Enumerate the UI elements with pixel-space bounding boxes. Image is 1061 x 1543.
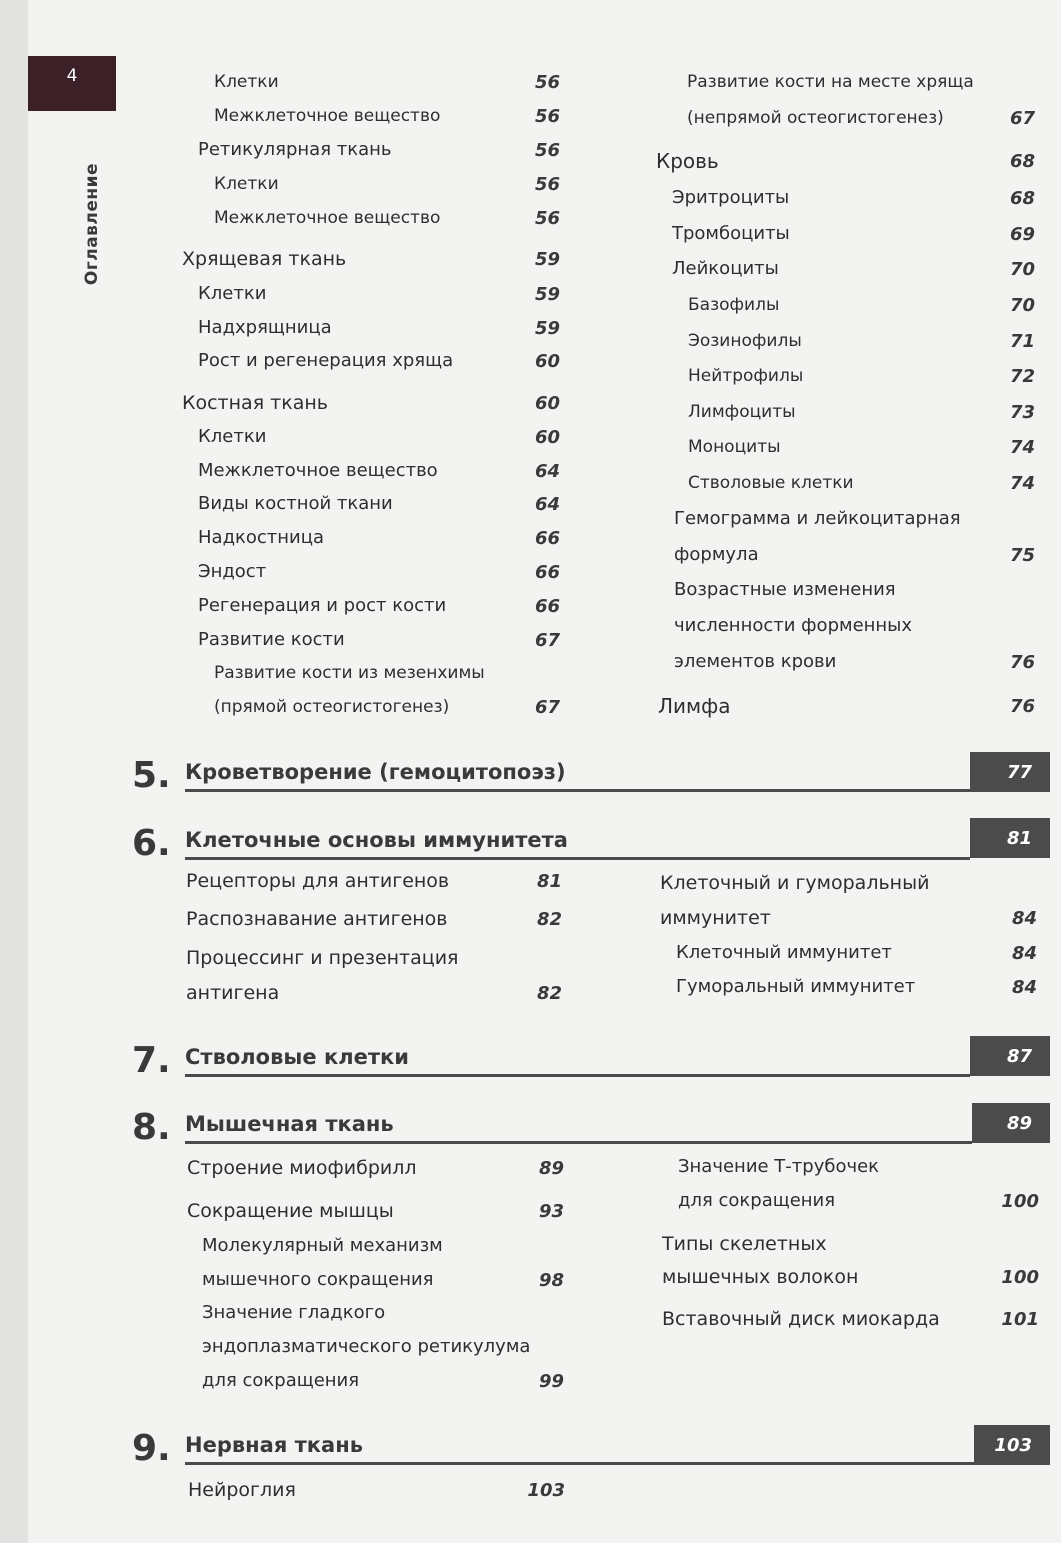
toc-entry-title: элементов крови: [674, 651, 837, 672]
toc-entry-page: 67: [534, 630, 560, 651]
toc-entry-title: Значение гладкого: [202, 1302, 386, 1323]
toc-entry-title: Межклеточное вещество: [214, 106, 441, 126]
toc-entry-page: 84: [1011, 977, 1037, 998]
toc-entry-title: мышечных волокон: [662, 1266, 859, 1288]
toc-entry-title: Хрящевая ткань: [182, 248, 347, 270]
toc-entry-page: 67: [534, 697, 560, 718]
chapter-page-box: 87: [970, 1036, 1050, 1076]
toc-entry-page: 56: [534, 140, 560, 161]
toc-entry-title: Распознавание антигенов: [186, 908, 448, 930]
chapter-page-box: 103: [974, 1425, 1050, 1465]
toc-entry-page: 64: [534, 461, 560, 482]
toc-entry-title: формула: [674, 544, 759, 565]
toc-entry-title: Костная ткань: [182, 392, 328, 414]
toc-entry-title: Значение Т-трубочек: [678, 1156, 880, 1177]
toc-entry-page: 66: [534, 528, 560, 549]
toc-entry-page: 103: [527, 1480, 565, 1501]
toc-entry-title: Рост и регенерация хряща: [198, 350, 454, 371]
toc-entry-page: 68: [1009, 188, 1035, 209]
toc-entry-title: Регенерация и рост кости: [198, 595, 447, 616]
toc-entry-title: антигена: [186, 982, 280, 1004]
chapter-rule: [185, 1074, 970, 1077]
toc-entry-page: 56: [534, 174, 560, 195]
toc-entry-title: Гуморальный иммунитет: [676, 976, 916, 997]
toc-entry-page: 69: [1009, 224, 1035, 245]
toc-entry-page: 82: [536, 983, 562, 1004]
chapter-number: 6.: [132, 823, 171, 864]
toc-entry-page: 76: [1009, 652, 1035, 673]
toc-entry-title: Клетки: [198, 283, 267, 304]
toc-entry-title: Рецепторы для антигенов: [186, 870, 450, 892]
toc-entry-page: 84: [1011, 908, 1037, 929]
toc-entry-page: 66: [534, 596, 560, 617]
toc-entry-page: 60: [534, 351, 560, 372]
chapter-title: Клеточные основы иммунитета: [185, 828, 568, 852]
toc-entry-title: численности форменных: [674, 615, 913, 636]
toc-entry-title: Развитие кости: [198, 629, 345, 650]
toc-entry-page: 89: [538, 1158, 564, 1179]
toc-entry-title: Нейтрофилы: [688, 366, 804, 386]
toc-entry-page: 71: [1009, 331, 1035, 352]
toc-entry-page: 64: [534, 494, 560, 515]
toc-entry-title: мышечного сокращения: [202, 1269, 434, 1290]
toc-entry-title: Виды костной ткани: [198, 493, 393, 514]
toc-entry-page: 74: [1009, 437, 1035, 458]
toc-entry-title: Сокращение мышцы: [187, 1200, 394, 1222]
toc-entry-title: Клетки: [198, 426, 267, 447]
toc-entry-page: 60: [534, 393, 560, 414]
toc-entry-page: 59: [534, 284, 560, 305]
toc-entry-title: Клеточный иммунитет: [676, 942, 892, 963]
toc-entry-page: 82: [536, 909, 562, 930]
toc-entry-page: 84: [1011, 943, 1037, 964]
toc-entry-title: иммунитет: [660, 907, 771, 929]
toc-entry-page: 73: [1009, 402, 1035, 423]
page-number-tab: [28, 56, 116, 111]
page-number: 4: [66, 66, 78, 86]
toc-entry-title: для сокращения: [202, 1370, 360, 1391]
toc-entry-title: Молекулярный механизм: [202, 1235, 443, 1256]
section-label: Оглавление: [82, 162, 102, 286]
toc-entry-title: Межклеточное вещество: [214, 208, 441, 228]
toc-entry-page: 100: [1001, 1191, 1039, 1212]
toc-entry-title: Клетки: [214, 174, 279, 194]
toc-entry-title: Кровь: [656, 149, 719, 173]
toc-entry-title: Эритроциты: [672, 187, 790, 208]
page-edge-strip: [0, 0, 28, 1543]
toc-entry-page: 100: [1001, 1267, 1039, 1288]
toc-entry-title: Развитие кости на месте хряща: [687, 72, 974, 92]
toc-entry-page: 81: [536, 871, 562, 892]
toc-entry-title: Моноциты: [688, 437, 781, 457]
toc-entry-title: Тромбоциты: [672, 223, 790, 244]
toc-entry-page: 59: [534, 249, 560, 270]
chapter-number: 5.: [132, 755, 171, 796]
chapter-title: Кроветворение (гемоцитопоэз): [185, 760, 566, 784]
toc-entry-title: Эозинофилы: [688, 331, 802, 351]
toc-entry-title: Возрастные изменения: [674, 579, 896, 600]
toc-entry-page: 56: [534, 106, 560, 127]
toc-entry-page: 60: [534, 427, 560, 448]
toc-entry-title: Межклеточное вещество: [198, 460, 438, 481]
toc-entry-page: 98: [538, 1270, 564, 1291]
toc-entry-page: 74: [1009, 473, 1035, 494]
toc-entry-title: Вставочный диск миокарда: [662, 1308, 940, 1330]
chapter-title: Мышечная ткань: [185, 1112, 394, 1136]
toc-entry-title: Лейкоциты: [672, 258, 779, 279]
toc-entry-page: 56: [534, 208, 560, 229]
toc-entry-title: Клетки: [214, 72, 279, 92]
chapter-rule: [185, 1462, 974, 1465]
toc-entry-page: 66: [534, 562, 560, 583]
toc-entry-title: Клеточный и гуморальный: [660, 872, 930, 894]
chapter-page-box: 81: [970, 818, 1050, 858]
toc-entry-title: Надкостница: [198, 527, 325, 548]
chapter-page-box: 89: [972, 1103, 1050, 1143]
chapter-title: Стволовые клетки: [185, 1045, 409, 1069]
chapter-rule: [185, 1141, 972, 1144]
toc-entry-page: 70: [1009, 295, 1035, 316]
toc-entry-page: 99: [538, 1371, 564, 1392]
chapter-number: 7.: [132, 1040, 171, 1081]
toc-entry-title: Надхрящница: [198, 317, 332, 338]
toc-entry-page: 56: [534, 72, 560, 93]
toc-entry-page: 72: [1009, 366, 1035, 387]
toc-entry-title: Процессинг и презентация: [186, 947, 459, 969]
toc-entry-title: Стволовые клетки: [688, 473, 854, 493]
toc-entry-title: Базофилы: [688, 295, 780, 315]
toc-entry-title: Нейроглия: [188, 1479, 296, 1501]
toc-entry-title: Типы скелетных: [662, 1233, 827, 1255]
toc-entry-title: эндоплазматического ретикулума: [202, 1336, 531, 1357]
toc-entry-title: Развитие кости из мезенхимы: [214, 663, 485, 683]
toc-entry-title: (прямой остеогистогенез): [214, 697, 450, 717]
toc-entry-title: Строение миофибрилл: [187, 1157, 417, 1179]
chapter-rule: [185, 789, 970, 792]
toc-entry-page: 67: [1009, 108, 1035, 129]
toc-entry-page: 70: [1009, 259, 1035, 280]
chapter-page-box: 77: [970, 752, 1050, 792]
chapter-rule: [185, 857, 970, 860]
toc-entry-page: 75: [1009, 545, 1035, 566]
toc-entry-page: 101: [1001, 1309, 1039, 1330]
toc-entry-title: Ретикулярная ткань: [198, 139, 392, 160]
chapter-title: Нервная ткань: [185, 1433, 363, 1457]
chapter-number: 8.: [132, 1107, 171, 1148]
toc-entry-title: Лимфоциты: [688, 402, 796, 422]
toc-entry-page: 68: [1009, 151, 1035, 172]
toc-entry-title: (непрямой остеогистогенез): [687, 108, 944, 128]
toc-entry-page: 59: [534, 318, 560, 339]
toc-entry-title: Эндост: [198, 561, 267, 582]
toc-entry-title: для сокращения: [678, 1190, 836, 1211]
toc-entry-page: 93: [538, 1201, 564, 1222]
toc-entry-page: 76: [1009, 696, 1035, 717]
toc-entry-title: Гемограмма и лейкоцитарная: [674, 508, 961, 529]
toc-entry-title: Лимфа: [658, 694, 731, 718]
chapter-number: 9.: [132, 1428, 171, 1469]
